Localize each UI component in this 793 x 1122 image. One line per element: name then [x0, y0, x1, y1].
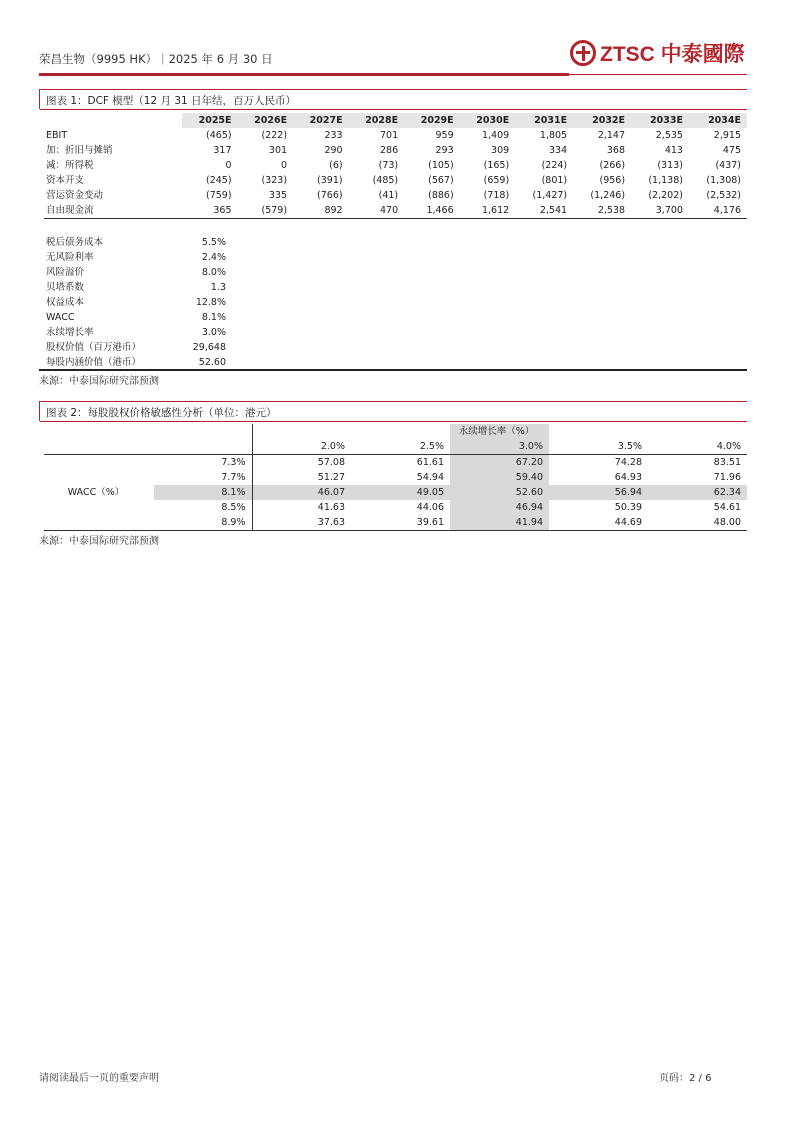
- param-label: 风险溢价: [46, 267, 85, 278]
- dcf-table: [44, 113, 747, 219]
- sensitivity-row: [44, 485, 747, 500]
- year-header: 2025E: [182, 113, 238, 128]
- dcf-cell: 470: [349, 203, 405, 219]
- sensitivity-cell: 54.94: [416, 472, 444, 483]
- param-label: 每股内涵价值（港币）: [46, 357, 142, 368]
- param-label: WACC: [46, 312, 75, 323]
- param-row: [44, 250, 226, 265]
- dcf-cell: 293: [435, 145, 454, 156]
- year-header: 2026E: [238, 113, 294, 128]
- sensitivity-cell: 46.94: [450, 500, 549, 515]
- dcf-cell: 317: [213, 145, 232, 156]
- dcf-cell: (956): [599, 175, 626, 186]
- growth-rate: 2.5%: [351, 439, 450, 455]
- wacc-rate: 7.3%: [221, 457, 246, 468]
- dcf-cell: 1,805: [539, 130, 568, 141]
- sensitivity-cell: 67.20: [450, 455, 549, 471]
- dcf-cell: 2,541: [515, 203, 573, 219]
- dcf-cell: 0: [281, 160, 288, 171]
- wacc-rate: 8.9%: [154, 515, 252, 531]
- fig1-title: 图表 1：DCF 模型（12 月 31 日年结，百万人民币）: [46, 95, 297, 107]
- dcf-cell: (801): [541, 175, 568, 186]
- dcf-cell: 2,538: [573, 203, 631, 219]
- year-header: 2032E: [573, 113, 631, 128]
- sensitivity-cell: 50.39: [614, 502, 642, 513]
- dcf-cell: 413: [664, 145, 683, 156]
- growth-label-row: [44, 424, 747, 439]
- dcf-cell: (323): [261, 175, 288, 186]
- dcf-cell: (659): [483, 175, 510, 186]
- dcf-cell: 233: [324, 130, 343, 141]
- dcf-row-label: 加：折旧与摊销: [46, 145, 113, 156]
- logo-text: ZTSC 中泰國際: [600, 43, 745, 66]
- footer-disclaimer: 请阅读最后一页的重要声明: [39, 1073, 159, 1084]
- param-value: 2.4%: [201, 252, 226, 263]
- sensitivity-row: [44, 470, 747, 485]
- dcf-row: [44, 188, 747, 203]
- param-row: [44, 340, 226, 355]
- sensitivity-row: [44, 455, 747, 471]
- dcf-cell: (2,532): [706, 190, 741, 201]
- dcf-cell: (2,202): [648, 190, 683, 201]
- growth-rates-row: [44, 439, 747, 455]
- sensitivity-cell: 54.61: [713, 502, 741, 513]
- sensitivity-cell: 56.94: [549, 485, 648, 500]
- dcf-cell: 290: [324, 145, 343, 156]
- wacc-label: WACC（%）: [67, 487, 125, 498]
- growth-rate: 3.0%: [450, 439, 549, 455]
- fig2-title-bar: [39, 401, 747, 421]
- dcf-row: [44, 128, 747, 143]
- dcf-cell: 1,612: [460, 203, 516, 219]
- sensitivity-cell: 44.69: [549, 515, 648, 531]
- dcf-row-label: EBIT: [46, 130, 68, 141]
- dcf-cell: 2,147: [597, 130, 626, 141]
- ztsc-logo-icon: [570, 40, 596, 66]
- sensitivity-row: [44, 515, 747, 531]
- sensitivity-cell: 44.06: [416, 502, 444, 513]
- param-row: [44, 310, 226, 325]
- param-value: 8.1%: [201, 312, 226, 323]
- sensitivity-cell: 41.94: [450, 515, 549, 531]
- fig1-closing-rule: [39, 369, 747, 371]
- param-row: [44, 280, 226, 295]
- dcf-cell: (1,138): [648, 175, 683, 186]
- dcf-cell: (1,308): [706, 175, 741, 186]
- dcf-row-label: 自由现金流: [44, 203, 182, 219]
- wacc-rate: 7.7%: [221, 472, 246, 483]
- dcf-cell: 286: [379, 145, 399, 156]
- dcf-cell: (437): [715, 160, 741, 171]
- growth-rate: 4.0%: [648, 439, 747, 455]
- dcf-cell: (222): [261, 130, 288, 141]
- year-header: 2029E: [404, 113, 460, 128]
- dcf-cell: (73): [378, 160, 399, 171]
- dcf-cell: 2,535: [655, 130, 683, 141]
- dcf-cell: 334: [548, 145, 568, 156]
- fig1-source: 来源：中泰国际研究部预测: [39, 376, 159, 387]
- sensitivity-cell: 57.08: [252, 455, 351, 471]
- fig2-source: 来源：中泰国际研究部预测: [39, 536, 159, 547]
- sensitivity-cell: 64.93: [614, 472, 642, 483]
- dcf-cell: 701: [379, 130, 399, 141]
- sensitivity-cell: 74.28: [614, 457, 642, 468]
- year-header: 2031E: [515, 113, 573, 128]
- dcf-cell: (567): [428, 175, 454, 186]
- dcf-cell: (485): [372, 175, 399, 186]
- param-label: 贝塔系数: [46, 282, 85, 293]
- dcf-cell: (245): [205, 175, 232, 186]
- dcf-row-label: 营运资金变动: [46, 190, 104, 201]
- company-logo: [570, 38, 745, 68]
- fig1-title-bar: [39, 89, 747, 109]
- growth-rate: 2.0%: [252, 439, 351, 455]
- year-header: 2028E: [349, 113, 405, 128]
- year-header: 2027E: [293, 113, 349, 128]
- dcf-cell: (165): [483, 160, 510, 171]
- dcf-cell: 475: [722, 145, 741, 156]
- fig2-title: 图表 2：每股股权价格敏感性分析（单位：港元）: [46, 407, 277, 419]
- dcf-cell: (579): [238, 203, 294, 219]
- sensitivity-cell: 37.63: [252, 515, 351, 531]
- dcf-cell: (465): [205, 130, 232, 141]
- param-row: [44, 265, 226, 280]
- param-value: 3.0%: [201, 327, 226, 338]
- page-number: 页码：2 / 6: [659, 1073, 712, 1084]
- wacc-rate: 8.5%: [221, 502, 246, 513]
- sensitivity-row: [44, 500, 747, 515]
- sensitivity-cell: 59.40: [450, 470, 549, 485]
- dcf-cell: (266): [599, 160, 626, 171]
- param-row: [44, 355, 226, 370]
- dcf-cell: (105): [428, 160, 454, 171]
- param-label: 股权价值（百万港币）: [46, 342, 142, 353]
- dcf-row: [44, 173, 747, 188]
- dcf-cell: 3,700: [631, 203, 689, 219]
- dcf-cell: (759): [205, 190, 232, 201]
- dcf-cell: 309: [491, 145, 510, 156]
- dcf-cell: 335: [268, 190, 288, 201]
- sensitivity-cell: 52.60: [450, 485, 549, 500]
- dcf-cell: (224): [541, 160, 568, 171]
- header-rule-thin: [569, 74, 747, 75]
- dcf-row-label: 资本开支: [46, 175, 85, 186]
- dcf-cell: (391): [317, 175, 343, 186]
- year-header: 2033E: [631, 113, 689, 128]
- dcf-cell: 959: [435, 130, 454, 141]
- dcf-cell: (313): [657, 160, 683, 171]
- param-value: 5.5%: [201, 237, 226, 248]
- sensitivity-cell: 46.07: [252, 485, 351, 500]
- sensitivity-cell: 71.96: [713, 472, 741, 483]
- dcf-cell: 1,466: [404, 203, 460, 219]
- dcf-cell: 368: [606, 145, 626, 156]
- sensitivity-cell: 83.51: [713, 457, 741, 468]
- param-label: 无风险利率: [46, 252, 94, 263]
- param-value: 12.8%: [195, 297, 226, 308]
- dcf-cell: 2,915: [713, 130, 741, 141]
- sensitivity-cell: 61.61: [416, 457, 444, 468]
- dcf-cell: 4,176: [689, 203, 747, 219]
- dcf-cell: (41): [378, 190, 399, 201]
- param-label: 永续增长率: [46, 327, 94, 338]
- dcf-params-table: [44, 235, 226, 370]
- dcf-cell: 0: [225, 160, 232, 171]
- dcf-cell: (1,427): [532, 190, 568, 201]
- param-value: 1.3: [210, 282, 226, 293]
- header-rule: [39, 73, 569, 76]
- dcf-cell: (718): [483, 190, 510, 201]
- param-row: [44, 325, 226, 340]
- sensitivity-cell: 39.61: [351, 515, 450, 531]
- param-value: 8.0%: [201, 267, 226, 278]
- sensitivity-cell: 62.34: [648, 485, 747, 500]
- growth-rate: 3.5%: [549, 439, 648, 455]
- dcf-cell: 365: [182, 203, 238, 219]
- dcf-cell: 892: [293, 203, 349, 219]
- dcf-row: [44, 143, 747, 158]
- sensitivity-cell: 51.27: [252, 470, 351, 485]
- wacc-rate: 8.1%: [154, 485, 252, 500]
- dcf-cell: (1,246): [590, 190, 626, 201]
- header-title: 荣昌生物（9995 HK）｜2025 年 6 月 30 日: [39, 52, 273, 66]
- param-label: 权益成本: [46, 297, 85, 308]
- year-header: 2034E: [689, 113, 747, 128]
- dcf-header-row: [44, 113, 747, 128]
- dcf-row: [44, 158, 747, 173]
- param-row: [44, 235, 226, 250]
- param-value: 29,648: [192, 342, 226, 353]
- sensitivity-cell: 49.05: [351, 485, 450, 500]
- param-row: [44, 295, 226, 310]
- year-header: 2030E: [460, 113, 516, 128]
- dcf-cell: (6): [329, 160, 343, 171]
- dcf-cell: 301: [268, 145, 288, 156]
- dcf-cell: (766): [317, 190, 343, 201]
- sensitivity-cell: 48.00: [648, 515, 747, 531]
- sensitivity-cell: 41.63: [252, 500, 351, 515]
- dcf-row-label: 减：所得税: [46, 160, 94, 171]
- dcf-row: [44, 203, 747, 219]
- dcf-cell: 1,409: [481, 130, 510, 141]
- sensitivity-table: [44, 424, 747, 531]
- param-value: 52.60: [198, 357, 226, 368]
- dcf-cell: (886): [428, 190, 454, 201]
- growth-label: 永续增长率（%）: [450, 424, 549, 439]
- param-label: 税后债务成本: [46, 237, 104, 248]
